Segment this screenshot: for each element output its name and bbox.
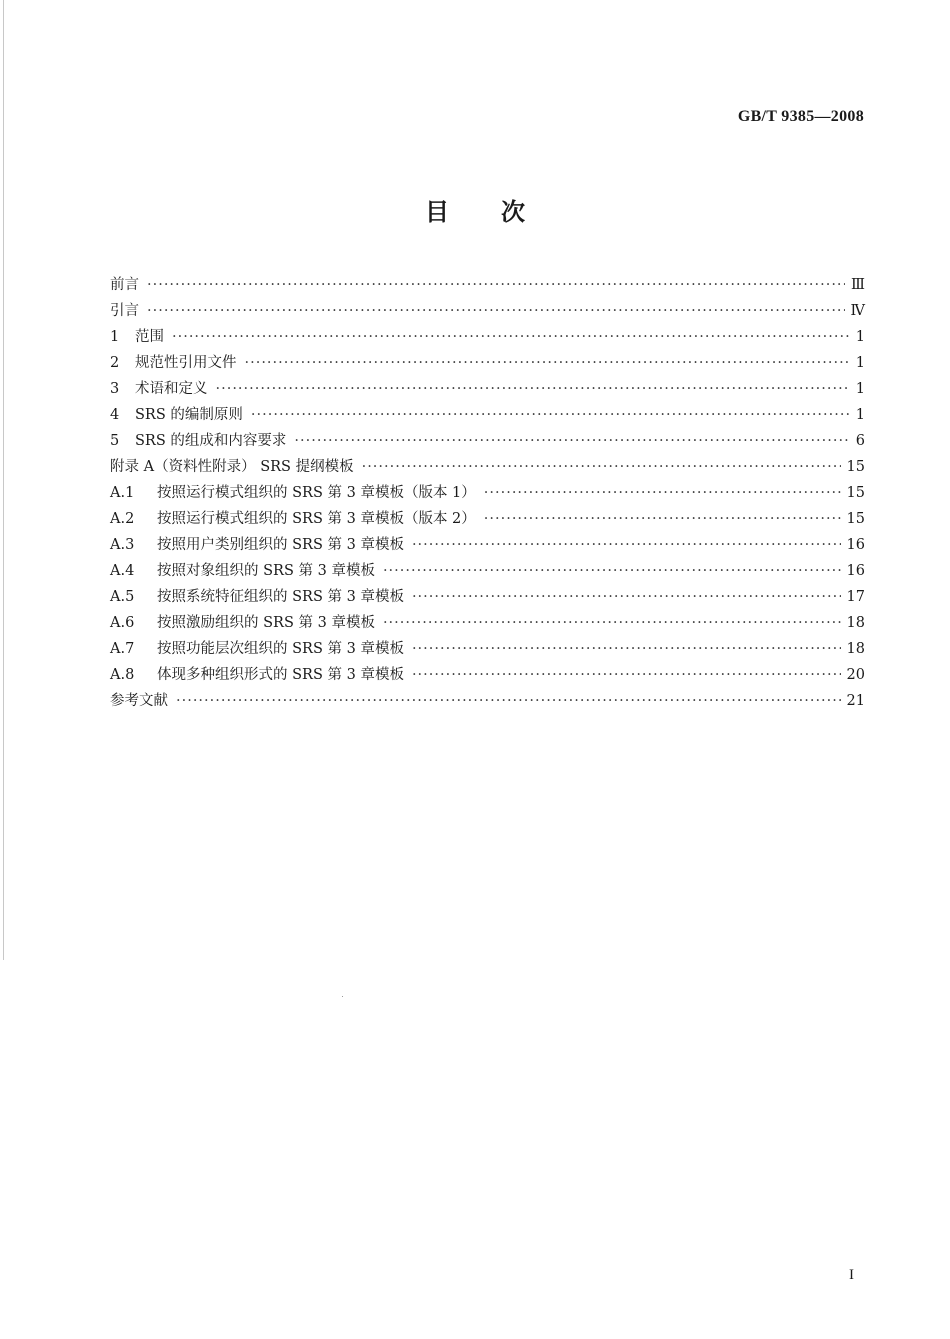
toc-entry-title: 参考文献 (110, 693, 168, 709)
toc-entry[interactable] (110, 429, 865, 455)
toc-dot-leader (412, 641, 841, 657)
toc-entry-page: Ⅲ (851, 277, 865, 293)
toc-entry[interactable] (110, 637, 865, 663)
toc-entry[interactable] (110, 455, 865, 481)
toc-entry-page: 17 (846, 589, 865, 605)
toc-entry-page: 18 (846, 615, 865, 631)
toc-entry[interactable] (110, 299, 865, 325)
toc-dot-leader (251, 407, 849, 423)
toc-entry-title: SRS 的组成和内容要求 (135, 433, 287, 449)
toc-entry-number: A.6 (110, 615, 135, 631)
toc-dot-leader (176, 693, 841, 709)
toc-entry-title: 按照用户类别组织的 SRS 第 3 章模板 (157, 537, 404, 553)
toc-entry-number: A.7 (110, 641, 135, 657)
toc-entry-title: 体现多种组织形式的 SRS 第 3 章模板 (157, 667, 404, 683)
toc-entry-page: 1 (855, 407, 865, 423)
toc-entry-number: 5 (110, 433, 120, 449)
toc-entry-page: 1 (855, 329, 865, 345)
toc-entry[interactable] (110, 507, 865, 533)
toc-entry[interactable] (110, 689, 865, 715)
toc-entry[interactable] (110, 559, 865, 585)
toc-entry-number: 3 (110, 381, 120, 397)
toc-entry[interactable] (110, 663, 865, 689)
toc-entry-title: 前言 (110, 277, 139, 293)
toc-entry-number: A.8 (110, 667, 135, 683)
toc-entry[interactable] (110, 585, 865, 611)
toc-dot-leader (412, 537, 841, 553)
toc-entry-title: 引言 (110, 303, 139, 319)
toc-dot-leader (412, 589, 841, 605)
toc-dot-leader (484, 511, 841, 527)
toc-entry-title: SRS 的编制原则 (135, 407, 243, 423)
scan-speck (342, 996, 343, 997)
toc-entry[interactable] (110, 533, 865, 559)
toc-entry-title: 按照运行模式组织的 SRS 第 3 章模板（版本 2） (157, 511, 476, 527)
toc-entry-page: 21 (846, 693, 865, 709)
toc-entry-title: 规范性引用文件 (135, 355, 237, 371)
toc-entry[interactable] (110, 377, 865, 403)
toc-dot-leader (294, 433, 849, 449)
toc-entry-title: 按照功能层次组织的 SRS 第 3 章模板 (157, 641, 404, 657)
toc-entry-page: 1 (855, 381, 865, 397)
toc-entry[interactable] (110, 325, 865, 351)
toc-dot-leader (383, 615, 841, 631)
toc-entry[interactable] (110, 611, 865, 637)
toc-dot-leader (172, 329, 849, 345)
toc-entry-page: 16 (846, 537, 865, 553)
toc-entry-number: 2 (110, 355, 120, 371)
toc-entry-title: 按照系统特征组织的 SRS 第 3 章模板 (157, 589, 404, 605)
standard-code: GB/T 9385—2008 (737, 108, 864, 125)
toc-dot-leader (412, 667, 841, 683)
toc-entry-page: 20 (846, 667, 865, 683)
toc-entry-title: 术语和定义 (135, 381, 208, 397)
page-title: 目次 (425, 198, 577, 226)
toc-entry-number: 1 (110, 329, 120, 345)
toc-dot-leader (484, 485, 841, 501)
toc-entry-number: A.2 (110, 511, 135, 527)
toc-entry-number: A.3 (110, 537, 135, 553)
toc-entry-title: 附录 A（资料性附录） SRS 提纲模板 (110, 459, 354, 475)
toc-entry-page: 1 (855, 355, 865, 371)
table-of-contents (110, 273, 865, 715)
toc-entry-page: 18 (846, 641, 865, 657)
toc-entry[interactable] (110, 403, 865, 429)
toc-entry-number: 4 (110, 407, 120, 423)
toc-entry-title: 范围 (135, 329, 164, 345)
toc-dot-leader (383, 563, 841, 579)
toc-entry-number: A.1 (110, 485, 135, 501)
toc-entry-page: 16 (846, 563, 865, 579)
toc-dot-leader (362, 459, 841, 475)
toc-entry-page: 15 (846, 485, 865, 501)
page-number: I (849, 1267, 854, 1283)
toc-entry-page: 6 (855, 433, 865, 449)
toc-entry[interactable] (110, 273, 865, 299)
toc-dot-leader (147, 303, 845, 319)
toc-entry-title: 按照对象组织的 SRS 第 3 章模板 (157, 563, 375, 579)
toc-entry[interactable] (110, 481, 865, 507)
toc-entry-page: 15 (846, 459, 865, 475)
toc-dot-leader (216, 381, 850, 397)
toc-entry[interactable] (110, 351, 865, 377)
scan-edge-line (3, 0, 4, 960)
toc-entry-number: A.4 (110, 563, 135, 579)
toc-entry-page: 15 (846, 511, 865, 527)
toc-entry-title: 按照激励组织的 SRS 第 3 章模板 (157, 615, 375, 631)
toc-entry-page: Ⅳ (850, 303, 865, 319)
toc-dot-leader (245, 355, 850, 371)
toc-entry-number: A.5 (110, 589, 135, 605)
toc-entry-title: 按照运行模式组织的 SRS 第 3 章模板（版本 1） (157, 485, 476, 501)
toc-dot-leader (147, 277, 845, 293)
